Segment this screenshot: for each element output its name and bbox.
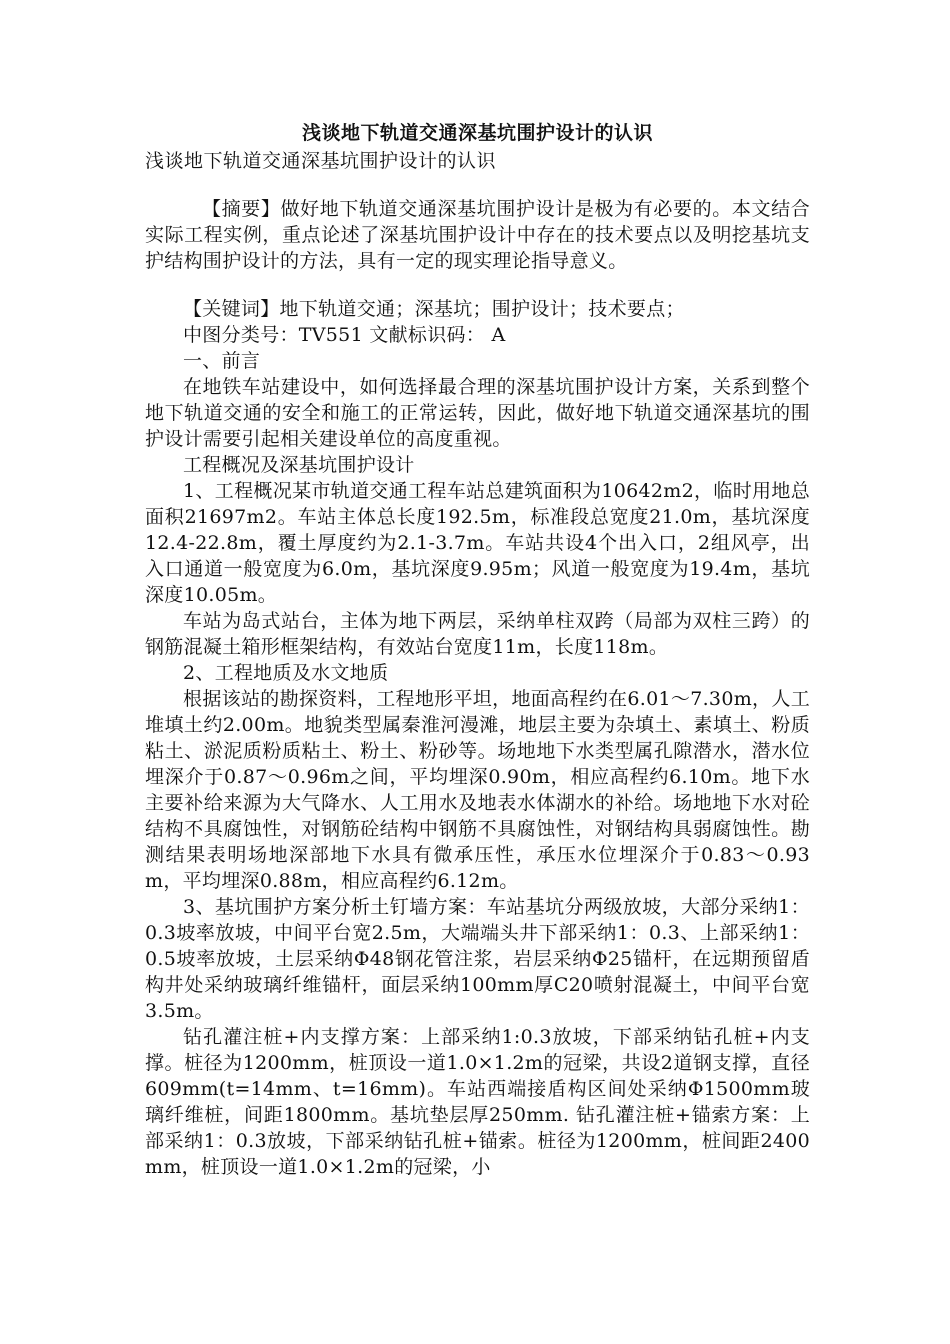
document-body xyxy=(145,118,810,1180)
document-title: 浅谈地下轨道交通深基坑围护设计的认识 xyxy=(301,122,653,144)
overview-paragraph: 1、工程概况某市轨道交通工程车站总建筑面积为10642m2，临时用地总面积21697m2。车站主体总长度192.5m，标准段总宽度21.0m，基坑深度12.4-22.8m，覆土厚度约为2.1-3.7m。车站共设4个出入口，2组风亭，出入口通道一般宽度为6.0m，基坑深度9.95m；风道一般宽度为19.4m，基坑深度10.05m。 xyxy=(145,480,810,606)
station-paragraph: 车站为岛式站台，主体为地下两层，采纳单柱双跨（局部为双柱三跨）的钢筋混凝土箱形框架结构，有效站台宽度11m，长度118m。 xyxy=(145,610,810,658)
document-subtitle: 浅谈地下轨道交通深基坑围护设计的认识 xyxy=(145,150,497,172)
section-heading-intro: 一、前言 xyxy=(183,350,261,372)
scheme-paragraph: 3、基坑围护方案分析土钉墙方案：车站基坑分两级放坡，大部分采纳1：0.3坡率放坡，中间平台宽2.5m，大端端头井下部采纳1：0.3、上部采纳1：0.5坡率放坡，土层采纳Φ48钢花管注浆，岩层采纳Φ25锚杆，在远期预留盾构井处采纳玻璃纤维锚杆，面层采纳100mm厚C20喷射混凝土，中间平台宽3.5m。 xyxy=(145,896,810,1022)
geology-heading: 2、工程地质及水文地质 xyxy=(183,662,389,684)
section-heading-design: 工程概况及深基坑围护设计 xyxy=(183,454,415,476)
keywords-line: 【关键词】地下轨道交通；深基坑；围护设计；技术要点； xyxy=(183,298,685,320)
abstract-paragraph: 【摘要】做好地下轨道交通深基坑围护设计是极为有必要的。本文结合实际工程实例，重点论述了深基坑围护设计中存在的技术要点以及明挖基坑支护结构围护设计的方法，具有一定的现实理论指导意义。 xyxy=(145,198,810,272)
geology-paragraph: 根据该站的勘探资料，工程地形平坦，地面高程约在6.01～7.30m，人工堆填土约2.00m。地貌类型属秦淮河漫滩，地层主要为杂填土、素填土、粉质粘土、淤泥质粉质粘土、粉土、粉砂等。场地地下水类型属孔隙潜水，潜水位埋深介于0.87～0.96m之间，平均埋深0.90m，相应高程约6.10m。地下水主要补给来源为大气降水、人工用水及地表水体湖水的补给。场地地下水对砼结构不具腐蚀性，对钢筋砼结构中钢筋不具腐蚀性，对钢结构具弱腐蚀性。勘测结果表明场地深部地下水具有微承压性，承压水位埋深介于0.83～0.93m，平均埋深0.88m，相应高程约6.12m。 xyxy=(145,688,810,892)
intro-paragraph: 在地铁车站建设中，如何选择最合理的深基坑围护设计方案，关系到整个地下轨道交通的安全和施工的正常运转，因此，做好地下轨道交通深基坑的围护设计需要引起相关建设单位的高度重视。 xyxy=(145,376,810,450)
piles-paragraph: 钻孔灌注桩+内支撑方案：上部采纳1:0.3放坡，下部采纳钻孔桩+内支撑。桩径为1200mm，桩顶设一道1.0×1.2m的冠梁，共设2道钢支撑，直径609mm(t=14mm、t=16mm)。车站西端接盾构区间处采纳Φ1500mm玻璃纤维桩，间距1800mm。基坑垫层厚250mm. 钻孔灌注桩+锚索方案：上部采纳1：0.3放坡，下部采纳钻孔桩+锚索。桩径为1200mm，桩间距2400mm，桩顶设一道1.0×1.2m的冠梁，小 xyxy=(145,1026,810,1178)
classification-line: 中图分类号：TV551 文献标识码： A xyxy=(183,324,506,346)
